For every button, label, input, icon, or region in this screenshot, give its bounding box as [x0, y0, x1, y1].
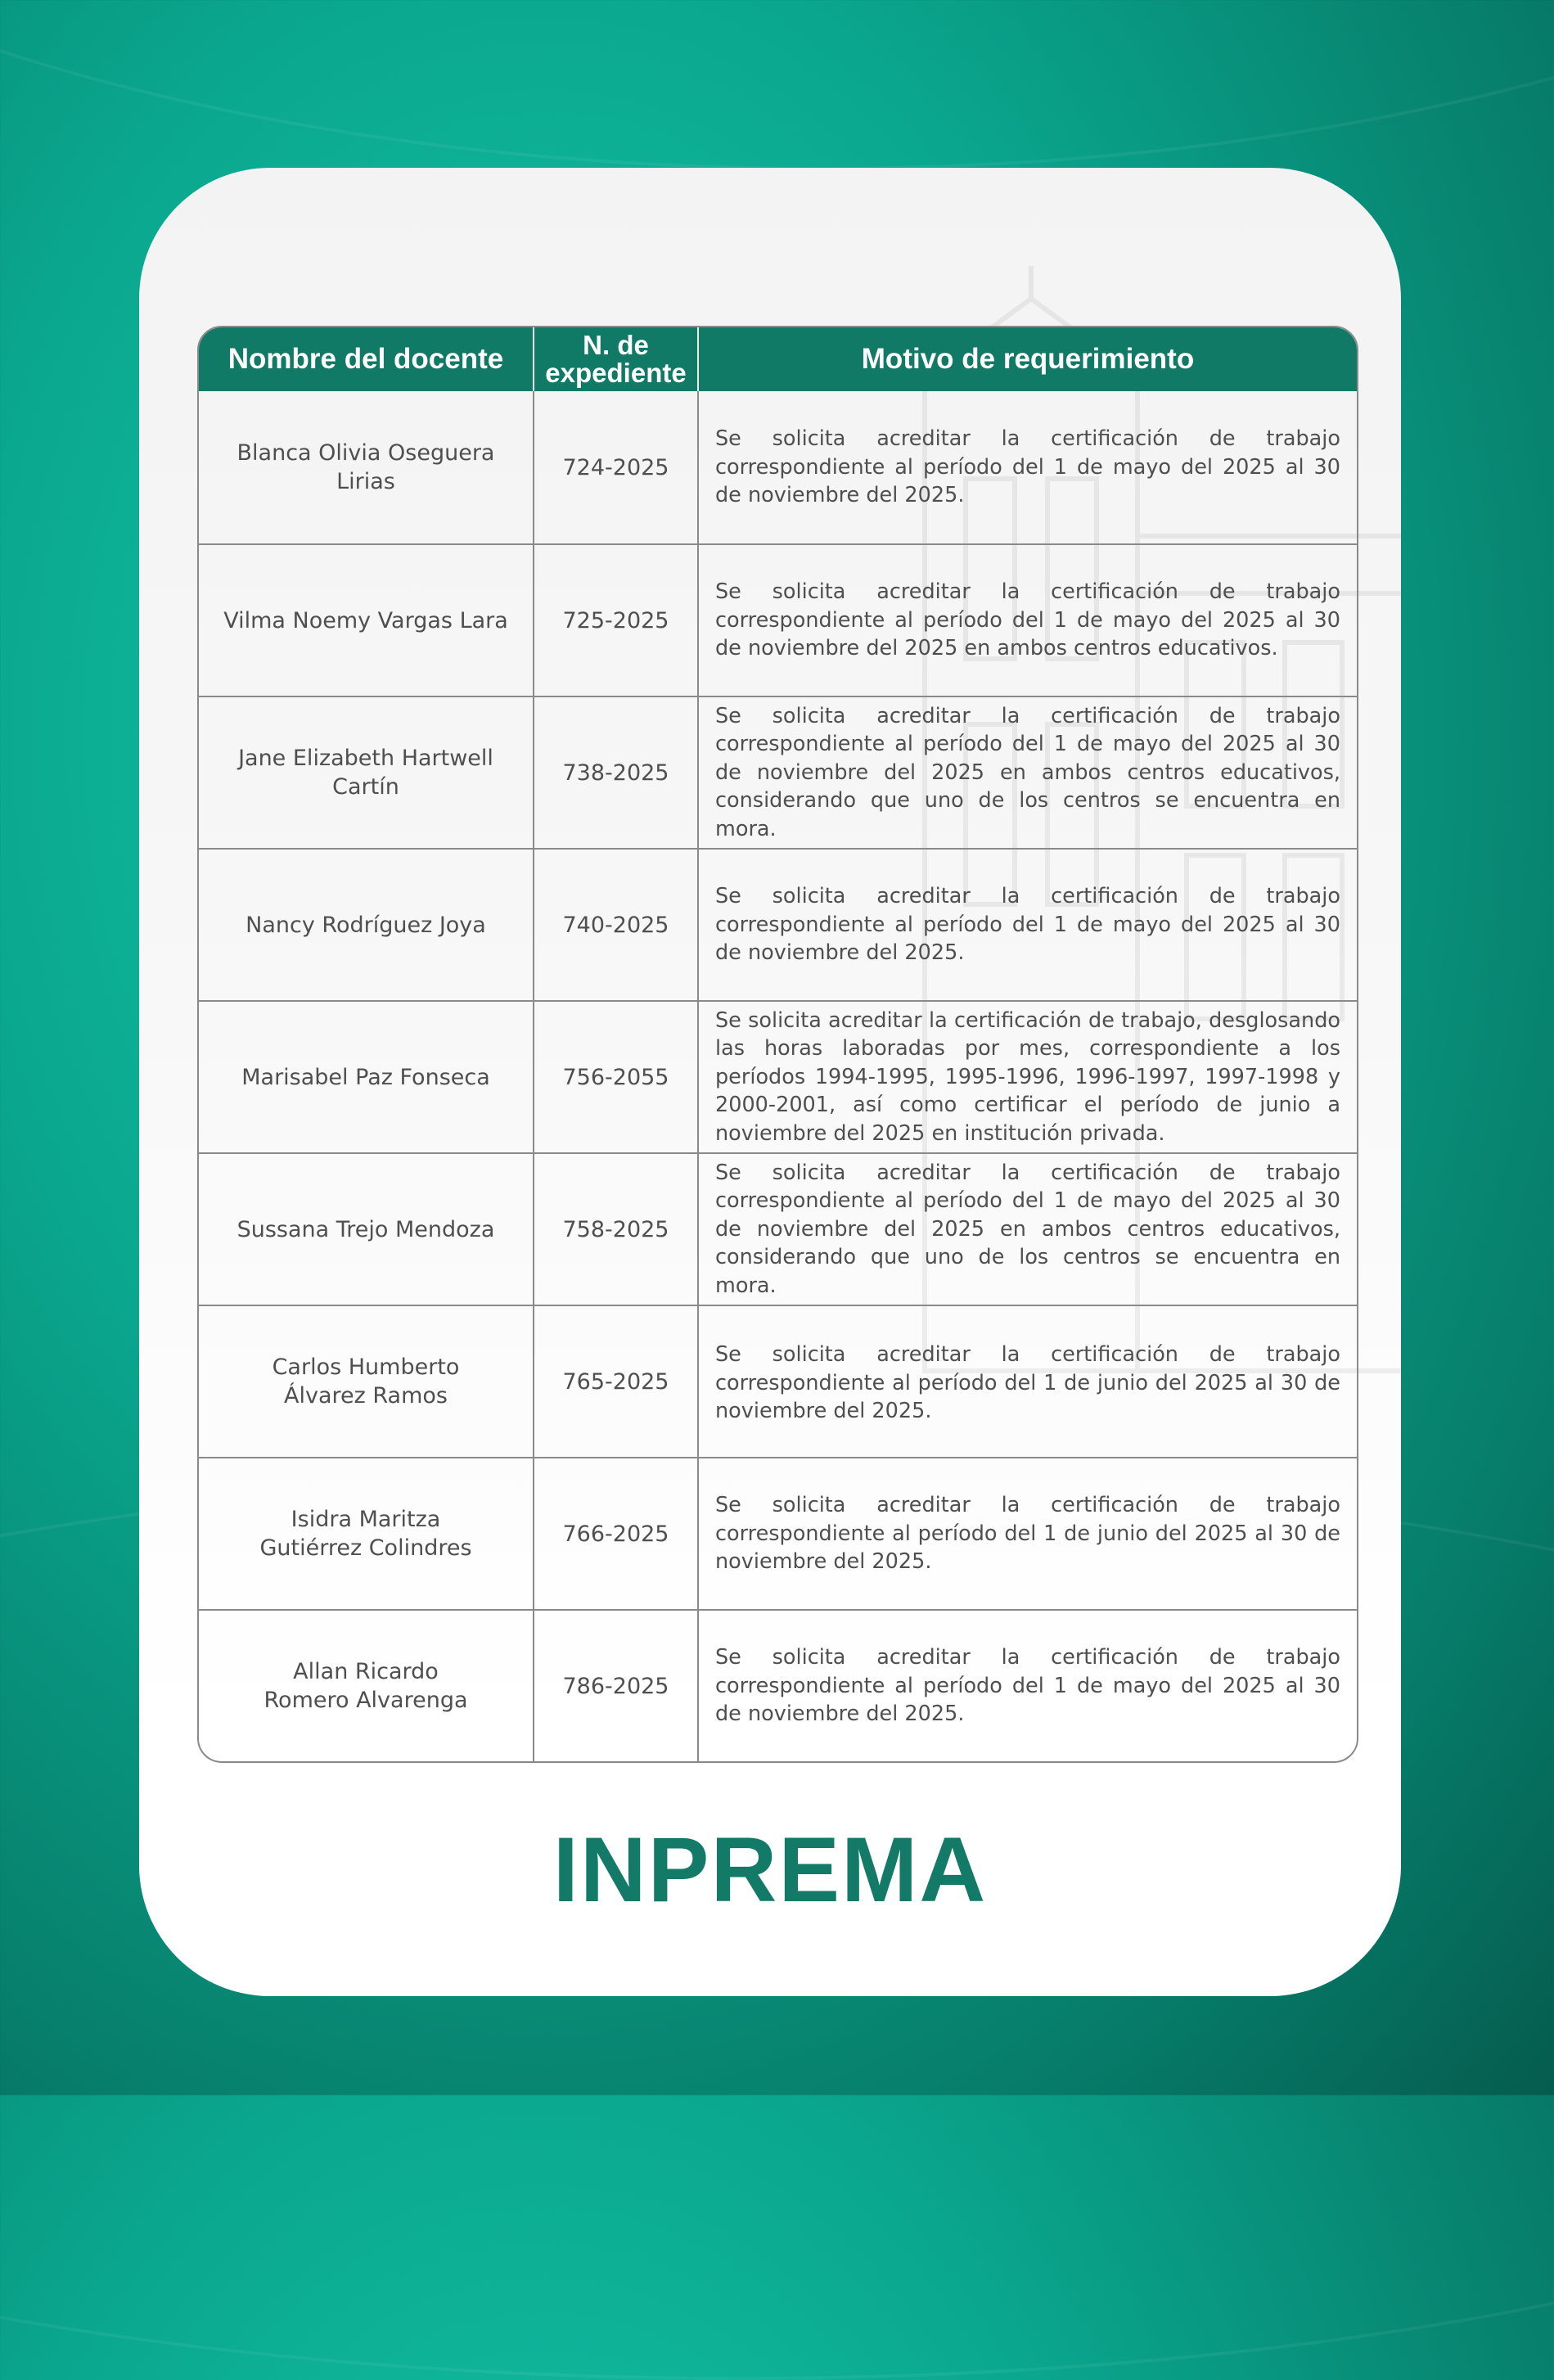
requirements-table — [197, 326, 1358, 1763]
requirement-reason: Se solicita acreditar la certificación de trabajo correspondiente al período del 1 de mayo del 2025 al 30 de noviembre del 2025 en ambos centros educativos, considerando que uno de los centros se encuentra en mora. — [699, 696, 1357, 848]
expediente-number: 738-2025 — [534, 696, 699, 848]
teacher-name-line: Carlos Humberto — [272, 1355, 460, 1380]
teacher-name — [199, 391, 534, 543]
requirement-reason: Se solicita acreditar la certificación de trabajo correspondiente al período del 1 de junio del 2025 al 30 de noviembre del 2025. — [699, 1305, 1357, 1457]
content-card — [139, 168, 1401, 1996]
table-row — [199, 391, 1357, 543]
expediente-number: 740-2025 — [534, 848, 699, 1000]
expediente-number: 766-2025 — [534, 1457, 699, 1609]
inprema-logo: INPREMA — [552, 1819, 988, 1921]
header-expediente-line2: expediente — [545, 358, 687, 388]
expediente-number: 786-2025 — [534, 1609, 699, 1761]
header-name — [199, 327, 534, 391]
teacher-name — [199, 1609, 534, 1761]
teacher-name-line: Álvarez Ramos — [284, 1383, 448, 1409]
table-row — [199, 1457, 1357, 1609]
teacher-name-line: Isidra Maritza — [291, 1507, 441, 1532]
teacher-name-line: Sussana Trejo Mendoza — [236, 1216, 495, 1242]
teacher-name — [199, 1000, 534, 1152]
expediente-number: 724-2025 — [534, 391, 699, 543]
expediente-number: 758-2025 — [534, 1152, 699, 1305]
header-reason — [699, 327, 1357, 391]
teacher-name — [199, 1457, 534, 1609]
requirement-reason: Se solicita acreditar la certificación de trabajo correspondiente al período del 1 de mayo del 2025 al 30 de noviembre del 2025 en ambos centros educativos. — [699, 543, 1357, 696]
table-header-row — [199, 327, 1357, 391]
teacher-name-line: Marisabel Paz Fonseca — [241, 1064, 490, 1090]
table-row — [199, 848, 1357, 1000]
table-row — [199, 543, 1357, 696]
expediente-number: 756-2055 — [534, 1000, 699, 1152]
teacher-name-line: Jane Elizabeth Hartwell Cartín — [238, 746, 493, 800]
header-expediente — [534, 327, 699, 391]
header-name-label: Nombre del docente — [227, 343, 504, 375]
table-row — [199, 1609, 1357, 1761]
requirement-reason: Se solicita acreditar la certificación de trabajo correspondiente al período del 1 de mayo del 2025 al 30 de noviembre del 2025 en ambos centros educativos, considerando que uno de los centros se encuentra en mora. — [699, 1152, 1357, 1305]
expediente-number: 765-2025 — [534, 1305, 699, 1457]
expediente-number: 725-2025 — [534, 543, 699, 696]
table-row — [199, 1000, 1357, 1152]
header-expediente-line1: N. de — [583, 330, 649, 360]
teacher-name-line: Blanca Olivia Oseguera Lirias — [236, 440, 495, 494]
header-reason-label: Motivo de requerimiento — [861, 343, 1195, 375]
table-row — [199, 1305, 1357, 1457]
teacher-name — [199, 1152, 534, 1305]
teacher-name — [199, 696, 534, 848]
table-row — [199, 1152, 1357, 1305]
requirement-reason: Se solicita acreditar la certificación de trabajo, desglosando las horas laboradas por mes, correspondiente a los períodos 1994-1995, 1995-1996, 1996-1997, 1997-1998 y 2000-2001, así como certificar el período de junio a noviembre del 2025 en institución privada. — [699, 1000, 1357, 1152]
background-swoosh — [0, 0, 1554, 170]
teacher-name — [199, 1305, 534, 1457]
teacher-name — [199, 848, 534, 1000]
teacher-name-line: Allan Ricardo — [293, 1659, 439, 1684]
requirement-reason: Se solicita acreditar la certificación de trabajo correspondiente al período del 1 de junio del 2025 al 30 de noviembre del 2025. — [699, 1457, 1357, 1609]
requirement-reason: Se solicita acreditar la certificación de trabajo correspondiente al período del 1 de mayo del 2025 al 30 de noviembre del 2025. — [715, 426, 1340, 508]
requirement-reason: Se solicita acreditar la certificación de trabajo correspondiente al período del 1 de mayo del 2025 al 30 de noviembre del 2025. — [699, 1609, 1357, 1761]
teacher-name — [199, 543, 534, 696]
requirement-reason: Se solicita acreditar la certificación de trabajo correspondiente al período del 1 de mayo del 2025 al 30 de noviembre del 2025. — [699, 848, 1357, 1000]
table-row — [199, 696, 1357, 848]
teacher-name-line: Romero Alvarenga — [264, 1688, 468, 1713]
teacher-name-line: Vilma Noemy Vargas Lara — [223, 607, 508, 633]
teacher-name-line: Gutiérrez Colindres — [259, 1535, 472, 1561]
teacher-name-line: Nancy Rodríguez Joya — [245, 912, 486, 938]
